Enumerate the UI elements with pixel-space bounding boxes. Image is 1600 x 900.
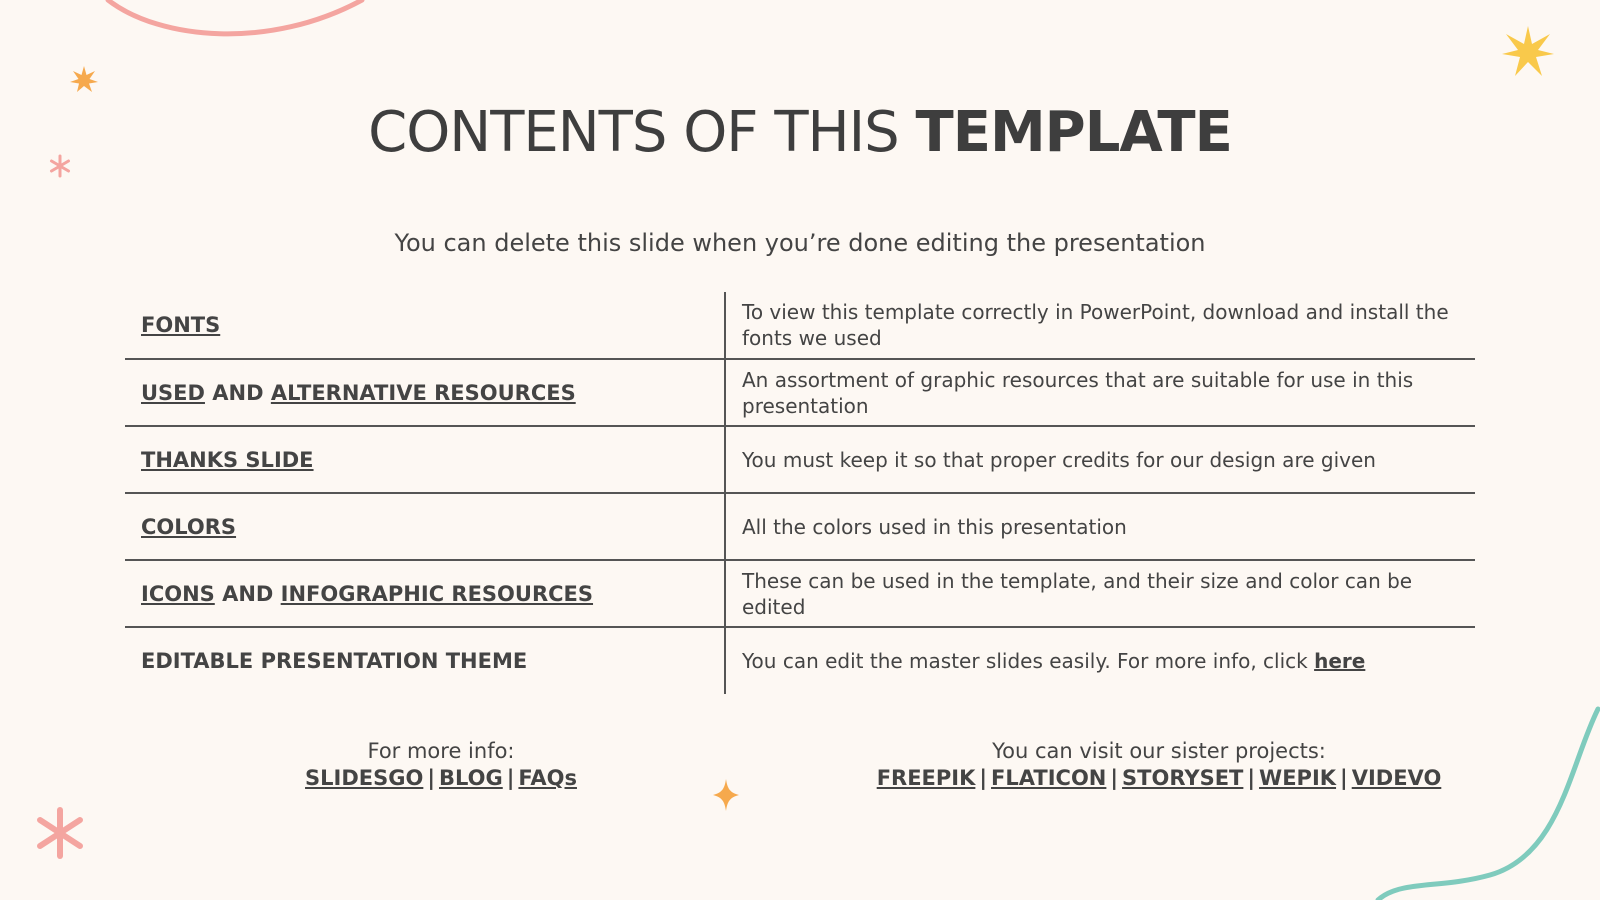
storyset-link[interactable]: STORYSET: [1122, 766, 1244, 790]
editable-theme-label: EDITABLE PRESENTATION THEME: [141, 649, 528, 673]
row-description-cell: These can be used in the template, and their size and color can be edited: [725, 560, 1475, 627]
wepik-link[interactable]: WEPIK: [1259, 766, 1337, 790]
title-regular: CONTENTS OF THIS: [368, 100, 916, 165]
row-label-cell: [125, 359, 725, 426]
row-label-cell: [125, 426, 725, 493]
blog-link[interactable]: BLOG: [439, 766, 503, 790]
table-row: [125, 560, 1475, 627]
separator: |: [1247, 766, 1256, 790]
pink-curve-decoration: [100, 0, 370, 45]
here-link[interactable]: here: [1314, 649, 1366, 673]
row-description-cell: [725, 627, 1475, 694]
sister-projects-block: [859, 738, 1459, 792]
sister-projects-label: You can visit our sister projects:: [992, 739, 1326, 763]
fonts-link[interactable]: FONTS: [141, 313, 221, 337]
videvo-link[interactable]: VIDEVO: [1351, 766, 1442, 790]
row-label-cell: [125, 493, 725, 560]
sister-projects-links: [859, 765, 1459, 792]
flaticon-link[interactable]: FLATICON: [991, 766, 1107, 790]
row-description-cell: An assortment of graphic resources that are suitable for use in this presentation: [725, 359, 1475, 426]
separator: |: [1110, 766, 1119, 790]
row-label-cell: [125, 627, 725, 694]
thanks-slide-link[interactable]: THANKS SLIDE: [141, 447, 314, 472]
table-row: [125, 493, 1475, 560]
separator: |: [506, 766, 515, 790]
row-description-cell: All the colors used in this presentation: [725, 493, 1475, 560]
row-label-cell: [125, 292, 725, 359]
separator: |: [979, 766, 988, 790]
colors-link[interactable]: COLORS: [141, 514, 237, 539]
infographic-resources-link[interactable]: INFOGRAPHIC RESOURCES: [280, 581, 594, 606]
contents-table: [125, 292, 1475, 694]
table-row: [125, 292, 1475, 359]
freepik-link[interactable]: FREEPIK: [876, 766, 976, 790]
separator: |: [1340, 766, 1348, 790]
more-info-block: [241, 738, 641, 792]
table-row: [125, 426, 1475, 493]
orange-sparkle-icon: [712, 778, 740, 812]
and-text: AND: [204, 380, 271, 405]
icons-link[interactable]: ICONS: [141, 581, 215, 606]
and-text: AND: [214, 581, 281, 606]
table-row: [125, 359, 1475, 426]
subtitle: You can delete this slide when you’re done editing the presentation: [394, 229, 1206, 257]
separator: |: [427, 766, 436, 790]
row-label-cell: [125, 560, 725, 627]
editable-theme-description: You can edit the master slides easily. For more info, click: [742, 649, 1315, 673]
used-link[interactable]: USED: [141, 380, 205, 405]
yellow-star-icon: [1500, 24, 1556, 80]
teal-curve-decoration: [1370, 705, 1600, 900]
orange-star-icon: [68, 64, 100, 96]
row-description-cell: You must keep it so that proper credits for our design are given: [725, 426, 1475, 493]
row-description-cell: To view this template correctly in PowerPoint, download and install the fonts we used: [725, 292, 1475, 359]
pink-asterisk-large-icon: [34, 806, 86, 860]
slidesgo-link[interactable]: SLIDESGO: [305, 766, 424, 790]
page-title: [0, 100, 1600, 165]
more-info-label: For more info:: [367, 739, 515, 763]
title-bold: TEMPLATE: [915, 100, 1232, 165]
faqs-link[interactable]: FAQs: [518, 766, 577, 790]
alternative-resources-link[interactable]: ALTERNATIVE RESOURCES: [270, 380, 576, 405]
table-row: [125, 627, 1475, 694]
more-info-links: [241, 765, 641, 792]
